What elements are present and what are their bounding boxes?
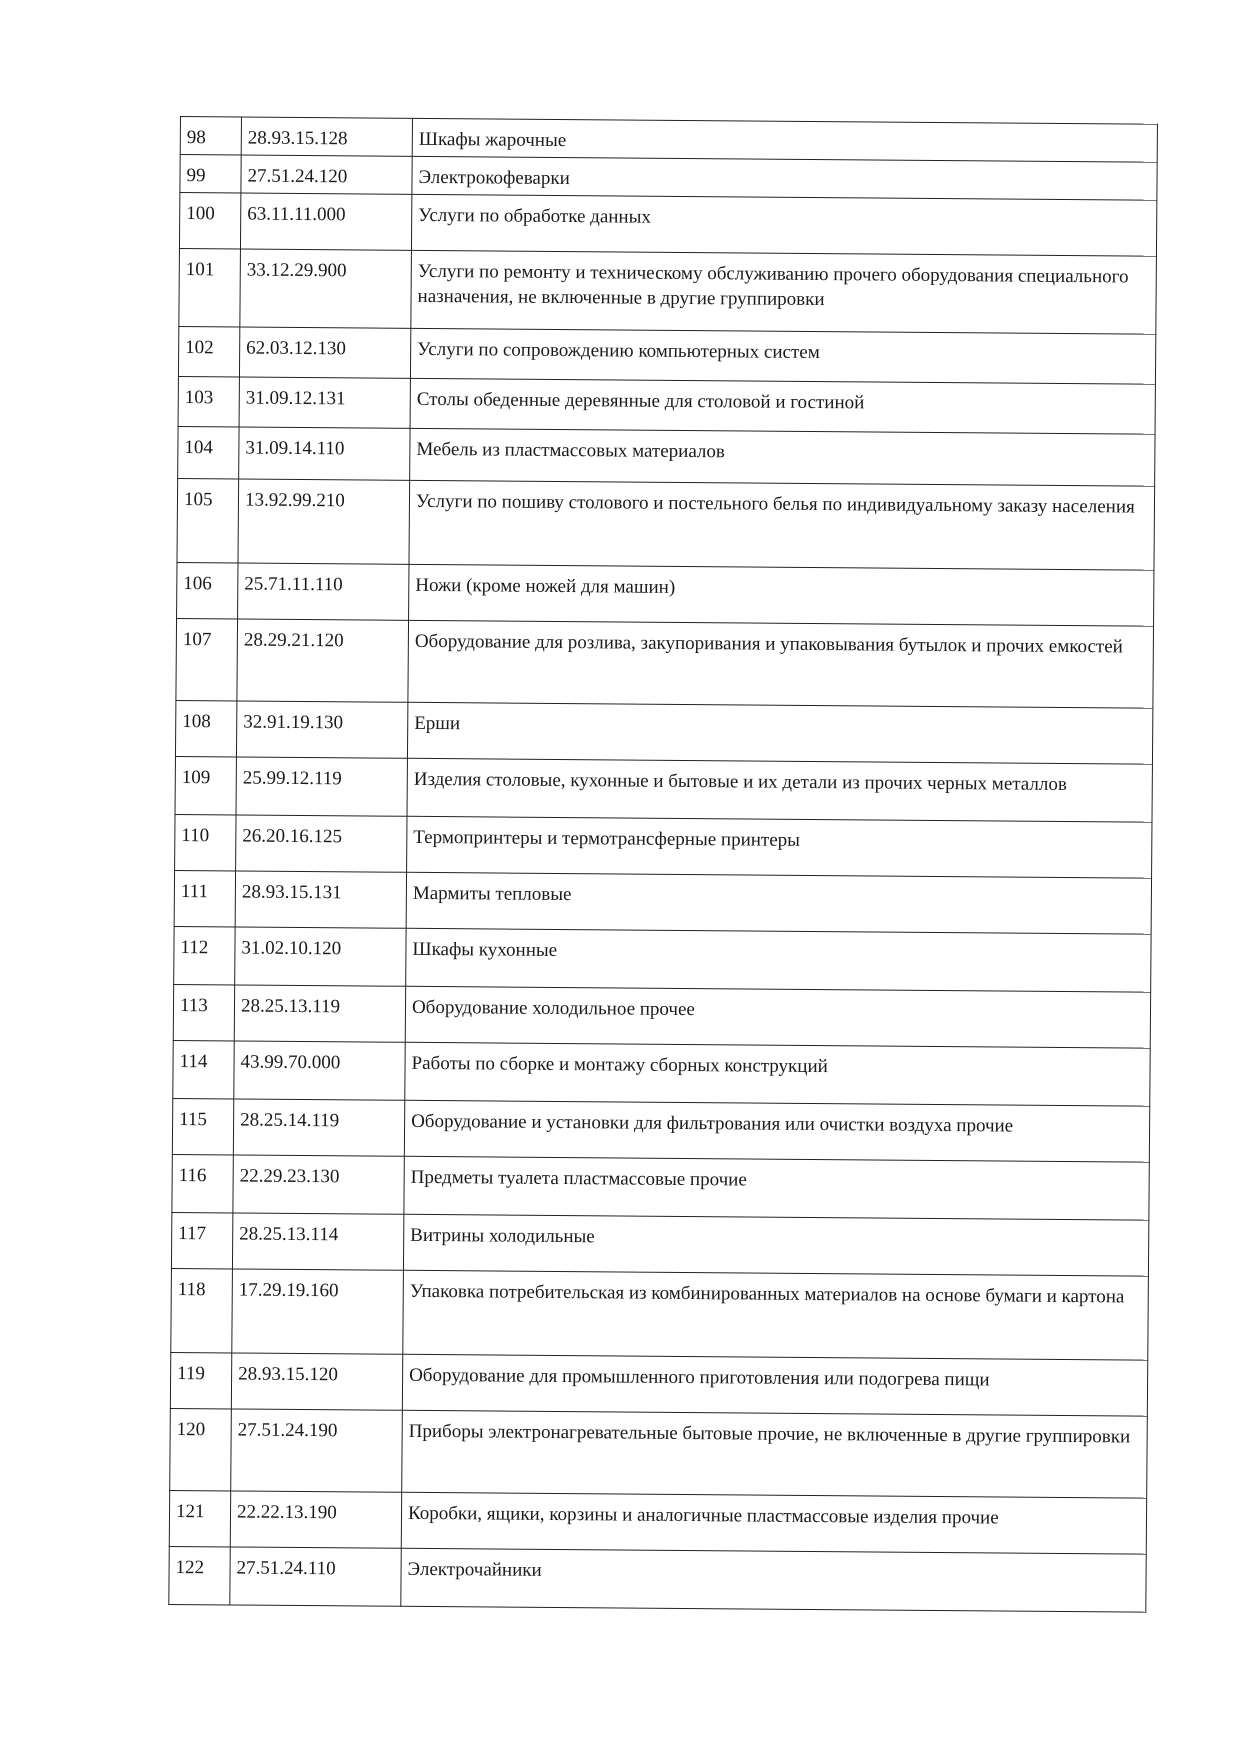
row-number: 112 [174,926,235,984]
table-row [169,1546,1146,1612]
row-code: 32.91.19.130 [236,701,407,758]
table-row [178,326,1155,384]
row-number: 114 [173,1040,234,1098]
table-row [169,1490,1146,1554]
row-code: 28.25.14.119 [233,1099,404,1156]
row-name: Ерши [407,702,1152,764]
row-number: 99 [180,155,241,193]
row-code: 13.92.99.210 [238,479,410,564]
product-code-table [168,116,1158,1613]
row-name: Витрины холодильные [403,1214,1148,1276]
row-name: Электрокофеварки [412,156,1157,200]
row-name: Шкафы жарочные [412,118,1157,162]
table-row [171,1212,1148,1276]
table-row [170,1352,1147,1416]
table-row [177,478,1155,570]
row-code: 28.93.15.128 [241,117,412,156]
row-code: 31.02.10.120 [235,927,406,986]
row-number: 113 [173,984,234,1040]
row-number: 122 [169,1546,230,1604]
table-row [173,1040,1150,1106]
row-number: 100 [179,193,240,249]
row-name: Оборудование для розлива, закупоривания и упаковывания бутылок и прочих емкостей [408,620,1154,708]
table-row [179,248,1157,334]
table-row [175,814,1152,878]
row-name: Мебель из пластмассовых материалов [410,428,1155,486]
row-number: 118 [171,1268,233,1352]
row-name: Оборудование холодильное прочее [405,986,1150,1048]
row-number: 109 [175,756,236,814]
table-body [169,117,1158,1613]
row-number: 121 [169,1490,230,1546]
row-number: 107 [176,618,238,700]
row-name: Оборудование и установки для фильтрования или очистки воздуха прочие [404,1100,1149,1162]
row-name: Приборы электронагревательные бытовые прочие, не включенные в другие группировки [402,1410,1148,1498]
row-name: Столы обеденные деревянные для столовой и гостиной [410,378,1155,434]
row-code: 27.51.24.190 [231,1409,403,1492]
row-code: 28.25.13.119 [234,985,405,1042]
row-number: 104 [178,426,239,478]
table-row [175,756,1152,822]
table-row [172,1154,1149,1220]
row-code: 27.51.24.120 [241,155,412,194]
row-number: 117 [171,1212,232,1268]
table-row [174,926,1151,992]
table-row [179,193,1156,257]
table-row [176,618,1154,708]
table-row [172,1098,1149,1162]
row-code: 17.29.19.160 [232,1269,404,1354]
table-row [170,1408,1148,1498]
table-row [171,1268,1149,1360]
row-code: 62.03.12.130 [239,327,410,378]
row-code: 26.20.16.125 [236,815,407,872]
row-code: 31.09.14.110 [239,427,410,480]
row-code: 43.99.70.000 [234,1041,405,1100]
row-code: 27.51.24.110 [230,1547,401,1606]
row-name: Оборудование для промышленного приготовления или подогрева пищи [402,1354,1147,1416]
row-number: 116 [172,1154,233,1212]
table-row [175,700,1152,764]
row-number: 119 [170,1352,231,1408]
row-name: Электрочайники [401,1548,1146,1612]
row-name: Услуги по обработке данных [411,194,1156,256]
row-name: Мармиты тепловые [406,872,1151,934]
row-code: 28.29.21.120 [237,619,409,702]
table-row [173,984,1150,1048]
row-name: Упаковка потребительская из комбинированных материалов на основе бумаги и картона [403,1270,1149,1360]
row-number: 106 [177,562,238,618]
row-name: Изделия столовые, кухонные и бытовые и их детали из прочих черных металлов [407,758,1152,822]
row-code: 28.93.15.131 [235,871,406,928]
table-row [174,870,1151,934]
row-name: Ножи (кроме ножей для машин) [409,564,1154,626]
row-number: 108 [175,700,236,756]
table-row [177,562,1154,626]
row-number: 115 [172,1098,233,1154]
row-number: 120 [170,1408,232,1490]
row-name: Термопринтеры и термотрансферные принтеры [407,816,1152,878]
row-number: 111 [174,870,235,926]
row-number: 105 [177,478,239,562]
row-number: 110 [175,814,236,870]
row-name: Услуги по пошиву столового и постельного белья по индивидуальному заказу населения [409,480,1155,570]
row-code: 28.25.13.114 [232,1213,403,1270]
row-code: 33.12.29.900 [240,249,412,328]
row-name: Коробки, ящики, корзины и аналогичные пластмассовые изделия прочие [401,1492,1146,1554]
table-row [178,426,1155,486]
row-number: 98 [180,117,241,155]
row-code: 28.93.15.120 [231,1353,402,1410]
row-name: Работы по сборке и монтажу сборных конструкций [405,1042,1150,1106]
row-name: Услуги по сопровождению компьютерных систем [410,328,1155,384]
row-code: 22.22.13.190 [230,1491,401,1548]
row-name: Шкафы кухонные [406,928,1151,992]
row-code: 31.09.12.131 [239,377,410,428]
table-row [178,376,1155,434]
row-name: Предметы туалета пластмассовые прочие [404,1156,1149,1220]
row-code: 63.11.11.000 [240,193,411,250]
row-code: 25.99.12.119 [236,757,407,816]
row-code: 22.29.23.130 [233,1155,404,1214]
row-number: 101 [179,248,241,326]
row-number: 103 [178,376,239,426]
row-number: 102 [178,326,239,376]
row-code: 25.71.11.110 [238,563,409,620]
row-name: Услуги по ремонту и техническому обслуживанию прочего оборудования специального назначения, не включенные в другие группировки [411,250,1157,334]
